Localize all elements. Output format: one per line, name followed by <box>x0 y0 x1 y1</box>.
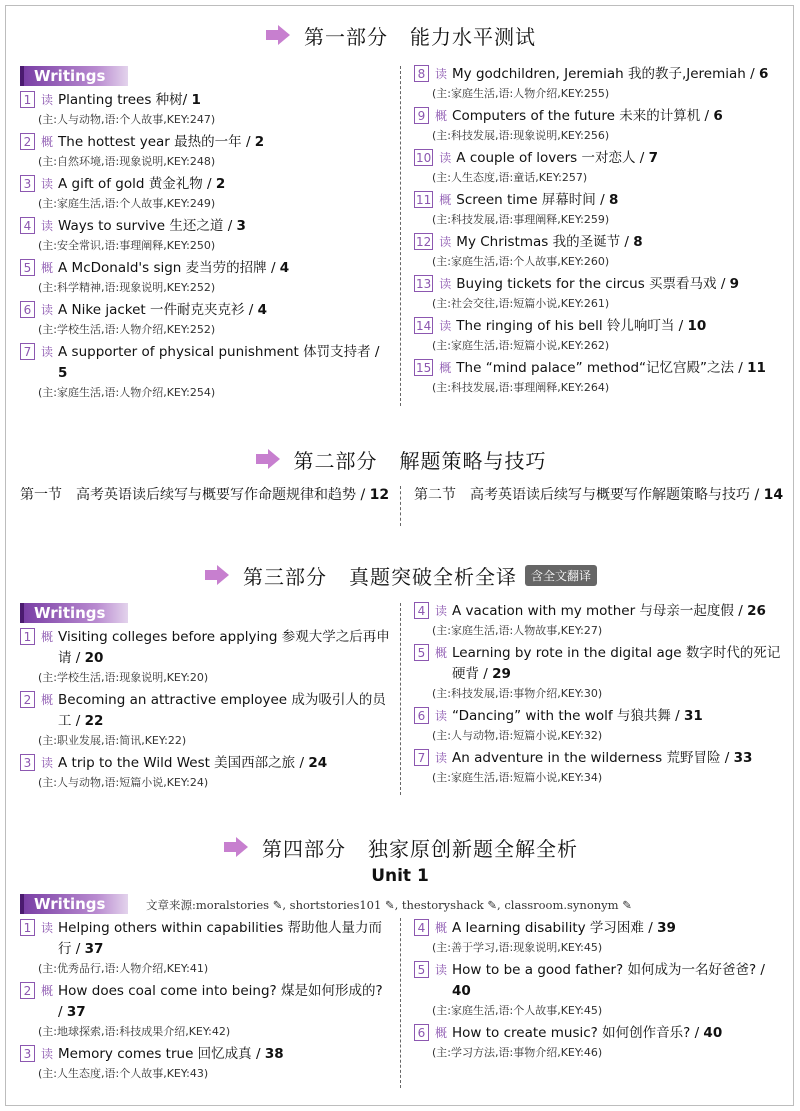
strategy-item-2[interactable]: 第二节 高考英语读后续写与概要写作解题策略与技巧 / 14 <box>414 487 784 503</box>
strategy-item-1[interactable]: 第一节 高考英语读后续写与概要写作命题规律和趋势 / 12 <box>20 487 390 503</box>
item-page: 3 <box>236 218 246 234</box>
item-page: 38 <box>264 1046 284 1062</box>
item-page: 5 <box>58 365 68 381</box>
item-page: 37 <box>84 941 104 957</box>
item-type-tag: 概 <box>435 646 448 660</box>
item-page: 20 <box>84 650 104 666</box>
item-type-tag: 概 <box>41 261 54 275</box>
item-number: 3 <box>20 175 35 192</box>
item-type-tag: 读 <box>435 604 448 618</box>
item-title: A gift of gold 黄金礼物 / <box>58 176 212 192</box>
item-type-tag: 概 <box>41 630 54 644</box>
list-item[interactable] <box>414 960 782 1019</box>
item-title: Ways to survive 生还之道 / <box>58 218 233 234</box>
source-note: 文章来源:moralstories ✎, shortstories101 ✎, thestoryshack ✎, classroom.synonym ✎ <box>146 898 632 912</box>
list-item[interactable] <box>20 690 390 749</box>
list-item[interactable] <box>414 706 782 744</box>
part3-heading <box>0 560 800 590</box>
item-type-tag: 读 <box>41 303 54 317</box>
item-number: 5 <box>414 644 429 661</box>
item-number: 3 <box>20 754 35 771</box>
item-type-tag: 读 <box>439 277 452 291</box>
arrow-icon <box>203 564 231 586</box>
item-title: A trip to the Wild West 美国西部之旅 / <box>58 755 305 771</box>
item-type-tag: 概 <box>435 921 448 935</box>
arrow-icon <box>222 836 250 858</box>
part1-title-a: 第一部分 <box>304 24 388 49</box>
list-item[interactable] <box>414 1023 782 1061</box>
item-number: 11 <box>416 193 432 207</box>
item-number: 2 <box>20 982 35 999</box>
list-item[interactable] <box>20 918 390 977</box>
unit-title: Unit 1 <box>371 866 429 886</box>
writings-label: Writings <box>20 894 128 914</box>
item-meta: (主:人与动物,语:个人故事,KEY:247) <box>38 113 216 126</box>
item-meta: (主:职业发展,语:简讯,KEY:22) <box>38 734 187 747</box>
item-number: 4 <box>414 919 429 936</box>
item-number: 1 <box>20 91 35 108</box>
item-meta: (主:家庭生活,语:个人故事,KEY:260) <box>432 255 610 268</box>
item-page: 2 <box>254 134 265 150</box>
item-page: 39 <box>657 920 676 936</box>
item-number: 2 <box>20 133 35 150</box>
item-title: “Dancing” with the wolf 与狼共舞 / <box>452 708 680 724</box>
translation-badge: 含全文翻译 <box>525 565 597 586</box>
item-meta: (主:安全常识,语:事理阐释,KEY:250) <box>38 239 216 252</box>
item-number: 9 <box>414 107 429 124</box>
list-item[interactable] <box>20 753 390 791</box>
list-item[interactable] <box>20 216 390 254</box>
item-title: Planting trees 种树/ <box>58 92 188 108</box>
item-title: My Christmas 我的圣诞节 / <box>456 234 629 250</box>
item-meta: (主:学校生活,语:现象说明,KEY:20) <box>38 671 209 684</box>
item-title: How does coal come into being? 煤是如何形成的? / <box>58 983 383 1020</box>
part1-right-list <box>414 64 782 400</box>
item-number: 12 <box>416 235 432 249</box>
item-meta: (主:地球探索,语:科技成果介绍,KEY:42) <box>38 1025 231 1038</box>
item-meta: (主:家庭生活,语:短篇小说,KEY:34) <box>432 771 603 784</box>
item-number: 14 <box>416 319 432 333</box>
list-item[interactable] <box>414 316 782 354</box>
item-page: 9 <box>729 276 740 292</box>
item-page: 6 <box>758 66 769 82</box>
item-meta: (主:人与动物,语:短篇小说,KEY:24) <box>38 776 209 789</box>
writings-label: Writings <box>20 66 128 86</box>
item-type-tag: 读 <box>41 1047 54 1061</box>
item-meta: (主:家庭生活,语:人物介绍,KEY:255) <box>432 87 610 100</box>
item-meta: (主:社会交往,语:短篇小说,KEY:261) <box>432 297 610 310</box>
divider <box>400 918 401 1088</box>
part3-title-a: 第三部分 <box>242 564 327 589</box>
item-title: Memory comes true 回忆成真 / <box>58 1046 261 1062</box>
part1-heading <box>0 20 800 50</box>
list-item[interactable] <box>414 148 782 186</box>
item-page: 10 <box>687 318 707 334</box>
list-item[interactable] <box>414 106 782 144</box>
item-type-tag: 读 <box>41 219 54 233</box>
item-number: 7 <box>20 343 35 360</box>
part4-title-a: 第四部分 <box>262 836 346 861</box>
item-type-tag: 读 <box>435 751 448 765</box>
item-meta: (主:科学精神,语:现象说明,KEY:252) <box>38 281 216 294</box>
item-title: A learning disability 学习困难 / <box>452 920 653 936</box>
item-page: 37 <box>66 1004 86 1020</box>
item-type-tag: 概 <box>41 693 54 707</box>
arrow-icon <box>264 24 292 46</box>
list-item[interactable] <box>414 274 782 312</box>
item-type-tag: 读 <box>41 177 54 191</box>
item-title: A Nike jacket 一件耐克夹克衫 / <box>58 302 254 318</box>
item-type-tag: 读 <box>41 756 54 770</box>
part4-title-b: 独家原创新题全解全析 <box>368 836 578 861</box>
item-meta: (主:家庭生活,语:个人故事,KEY:249) <box>38 197 216 210</box>
item-page: 24 <box>308 755 328 771</box>
item-title: The ringing of his bell 铃儿响叮当 / <box>456 318 684 334</box>
part1-title-b: 能力水平测试 <box>410 24 536 49</box>
item-meta: (主:科技发展,语:事理阐释,KEY:259) <box>432 213 610 226</box>
divider <box>400 66 401 406</box>
item-type-tag: 读 <box>439 235 452 249</box>
item-number: 4 <box>414 602 429 619</box>
item-title: Becoming an attractive employee 成为吸引人的员工 / <box>58 692 386 729</box>
list-item[interactable] <box>20 90 390 128</box>
item-number: 6 <box>414 1024 429 1041</box>
item-meta: (主:优秀品行,语:人物介绍,KEY:41) <box>38 962 209 975</box>
item-meta: (主:人与动物,语:短篇小说,KEY:32) <box>432 729 603 742</box>
item-title: Visiting colleges before applying 参观大学之后再申请 / <box>58 629 390 666</box>
list-item[interactable] <box>20 981 390 1040</box>
item-number: 5 <box>414 961 429 978</box>
item-number: 4 <box>20 217 35 234</box>
item-type-tag: 概 <box>435 109 448 123</box>
item-number: 10 <box>416 151 432 165</box>
item-page: 7 <box>648 150 659 166</box>
part4-right-list <box>414 918 782 1065</box>
part4-left-list <box>20 918 390 1086</box>
item-meta: (主:人生态度,语:个人故事,KEY:43) <box>38 1067 209 1080</box>
item-page: 4 <box>279 260 290 276</box>
item-page: 31 <box>684 708 703 724</box>
part3-left-list <box>20 627 390 795</box>
item-number: 15 <box>416 361 432 375</box>
item-page: 8 <box>608 192 619 208</box>
list-item[interactable] <box>414 190 782 228</box>
part3-title-b: 真题突破全析全译 <box>348 564 517 589</box>
item-title: How to be a good father? 如何成为一名好爸爸? / <box>452 962 765 978</box>
part3-right-list <box>414 601 782 790</box>
list-item[interactable] <box>414 601 782 639</box>
item-type-tag: 概 <box>41 135 54 149</box>
list-item[interactable] <box>20 1044 390 1082</box>
item-type-tag: 读 <box>435 709 448 723</box>
item-page: 1 <box>191 92 201 108</box>
item-title: How to create music? 如何创作音乐? / <box>452 1025 700 1041</box>
item-page: 26 <box>747 603 766 619</box>
item-type-tag: 读 <box>41 93 54 107</box>
item-title: Computers of the future 未来的计算机 / <box>452 108 710 124</box>
item-title: Learning by rote in the digital age 数字时代的死记硬背 / <box>452 645 781 682</box>
list-item[interactable] <box>20 300 390 338</box>
list-item[interactable] <box>20 258 390 296</box>
item-number: 8 <box>414 65 429 82</box>
part2-title-a: 第二部分 <box>293 448 378 473</box>
part4-heading <box>0 832 800 862</box>
list-item[interactable] <box>414 232 782 270</box>
item-number: 6 <box>414 707 429 724</box>
item-type-tag: 读 <box>41 345 54 359</box>
item-number: 7 <box>414 749 429 766</box>
list-item[interactable] <box>20 174 390 212</box>
item-meta: (主:学校生活,语:人物介绍,KEY:252) <box>38 323 216 336</box>
item-page: 6 <box>713 108 723 124</box>
item-page: 40 <box>703 1025 723 1041</box>
item-meta: (主:家庭生活,语:人物故事,KEY:27) <box>432 624 603 637</box>
arrow-icon <box>254 448 282 470</box>
part2-heading <box>0 444 800 474</box>
item-number: 1 <box>20 919 35 936</box>
item-page: 33 <box>733 750 753 766</box>
item-page: 29 <box>492 666 511 682</box>
item-number: 13 <box>416 277 432 291</box>
item-number: 1 <box>20 628 35 645</box>
item-title: Buying tickets for the circus 买票看马戏 / <box>456 276 726 292</box>
item-meta: (主:家庭生活,语:个人故事,KEY:45) <box>432 1004 603 1017</box>
item-title: An adventure in the wilderness 荒野冒险 / <box>452 750 730 766</box>
item-type-tag: 概 <box>41 984 54 998</box>
item-type-tag: 概 <box>439 193 452 207</box>
divider <box>400 603 401 795</box>
item-meta: (主:人生态度,语:童话,KEY:257) <box>432 171 588 184</box>
item-title: A couple of lovers 一对恋人 / <box>456 150 645 166</box>
item-title: A vacation with my mother 与母亲一起度假 / <box>452 603 743 619</box>
list-item[interactable] <box>414 643 782 702</box>
item-meta: (主:科技发展,语:事理阐释,KEY:264) <box>432 381 610 394</box>
item-type-tag: 概 <box>435 1026 448 1040</box>
item-page: 4 <box>257 302 268 318</box>
writings-label: Writings <box>20 603 128 623</box>
item-type-tag: 概 <box>439 361 452 375</box>
item-meta: (主:家庭生活,语:人物介绍,KEY:254) <box>38 386 216 399</box>
list-item[interactable] <box>414 64 782 102</box>
item-number: 5 <box>20 259 35 276</box>
item-page: 2 <box>215 176 226 192</box>
item-number: 3 <box>20 1045 35 1062</box>
list-item[interactable] <box>414 748 782 786</box>
item-meta: (主:善于学习,语:现象说明,KEY:45) <box>432 941 603 954</box>
item-meta: (主:科技发展,语:事物介绍,KEY:30) <box>432 687 603 700</box>
item-type-tag: 读 <box>439 319 452 333</box>
item-title: A supporter of physical punishment 体罚支持者 / <box>58 344 380 360</box>
item-type-tag: 读 <box>435 67 448 81</box>
item-page: 8 <box>633 234 643 250</box>
item-meta: (主:科技发展,语:现象说明,KEY:256) <box>432 129 610 142</box>
item-number: 2 <box>20 691 35 708</box>
item-type-tag: 读 <box>435 963 448 977</box>
item-type-tag: 读 <box>439 151 452 165</box>
list-item[interactable] <box>414 918 782 956</box>
item-page: 40 <box>452 983 471 999</box>
item-title: Screen time 屏幕时间 / <box>456 192 605 208</box>
list-item[interactable] <box>20 342 390 401</box>
item-page: 11 <box>747 360 766 376</box>
item-page: 22 <box>84 713 104 729</box>
item-meta: (主:学习方法,语:事物介绍,KEY:46) <box>432 1046 603 1059</box>
part1-left-list <box>20 90 390 405</box>
item-title: A McDonald's sign 麦当劳的招牌 / <box>58 260 276 276</box>
divider <box>400 486 401 526</box>
list-item[interactable] <box>20 627 390 686</box>
item-title: My godchildren, Jeremiah 我的教子,Jeremiah / <box>452 66 755 82</box>
item-number: 6 <box>20 301 35 318</box>
item-title: The “mind palace” method“记忆宫殿”之法 / <box>456 360 743 376</box>
list-item[interactable] <box>20 132 390 170</box>
item-meta: (主:自然环境,语:现象说明,KEY:248) <box>38 155 216 168</box>
item-type-tag: 读 <box>41 921 54 935</box>
part2-title-b: 解题策略与技巧 <box>399 448 547 473</box>
list-item[interactable] <box>414 358 782 396</box>
item-title: The hottest year 最热的一年 / <box>58 134 251 150</box>
item-meta: (主:家庭生活,语:短篇小说,KEY:262) <box>432 339 610 352</box>
item-title: Helping others within capabilities 帮助他人量力而行 / <box>58 920 383 957</box>
